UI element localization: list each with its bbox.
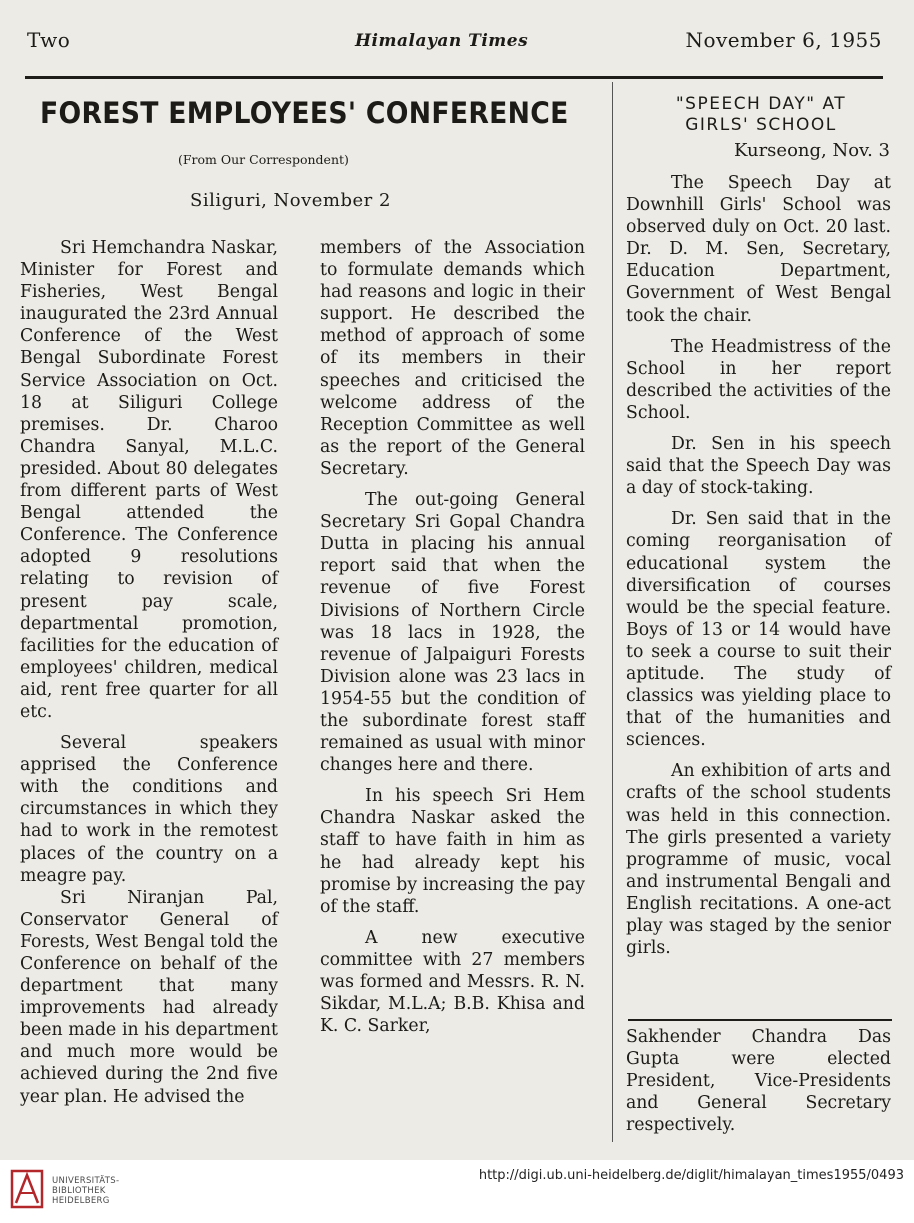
- article-column-3: [626, 172, 891, 959]
- paragraph: The Speech Day at Downhill Girls' School was observed duly on Oct. 20 last. Dr. D. M. Sen, Secretary, Education Department, Government of West Bengal took the chair.: [626, 173, 891, 326]
- article-column-2: [320, 237, 585, 1037]
- article-dateline: Siliguri, November 2: [190, 190, 391, 211]
- issue-date: November 6, 1955: [685, 28, 882, 52]
- library-name: [52, 1176, 119, 1206]
- paragraph: The out-going General Secretary Sri Gopal Chandra Dutta in placing his annual report said that when the revenue of five Forest Divisions of Northern Circle was 18 lacs in 1928, the revenue of Jalpaiguri Forests Division alone was 23 lacs in 1954-55 but the condition of the subordinate forest staff remained as usual with minor changes here and there.: [320, 490, 585, 776]
- masthead: Himalayan Times: [355, 31, 529, 51]
- header-rule: [25, 76, 883, 79]
- paragraph: Sakhender Chandra Das Gupta were elected President, Vice-Presidents and General Secretary respectively.: [626, 1027, 891, 1136]
- paragraph: Several speakers apprised the Conference with the conditions and circumstances in which they had to work in the remotest places of the country on a meagre pay.: [20, 733, 278, 886]
- column-divider: [612, 82, 613, 1142]
- paragraph: A new executive committee with 27 members was formed and Messrs. R. N. Sikdar, M.L.A; B.B. Khisa and K. C. Sarker,: [320, 927, 585, 1037]
- paragraph: members of the Association to formulate demands which had reasons and logic in their support. He described the method of approach of some of its members in their speeches and criticised the welcome address of the Reception Committee as well as the report of the General Secretary.: [320, 238, 585, 479]
- permalink-url[interactable]: http://digi.ub.uni-heidelberg.de/diglit/himalayan_times1955/0493: [478, 1168, 904, 1183]
- paragraph: Sri Niranjan Pal, Conservator General of Forests, West Bengal told the Conference on behalf of the department that many improvements had already been made in his department and much more would be achieved during the 2nd five year plan. He advised the: [20, 887, 278, 1107]
- sidebar-headline: [630, 94, 892, 136]
- continued-text: [626, 1026, 891, 1136]
- paragraph: An exhibition of arts and crafts of the school students was held in this connection. The girls presented a variety programme of music, vocal and instrumental Bengali and English recitations. A one-act play was staged by the senior girls.: [626, 761, 891, 959]
- paragraph: Sri Hemchandra Naskar, Minister for Forest and Fisheries, West Bengal inaugurated the 23rd Annual Conference of the West Bengal Subordinate Forest Service Association on Oct. 18 at Siliguri College premises. Dr. Charoo Chandra Sanyal, M.L.C. presided. About 80 delegates from different parts of West Bengal attended the Conference. The Conference adopted 9 resolutions relating to revision of present pay scale, departmental promotion, facilities for the education of employees' children, medical aid, rent free quarter for all etc.: [20, 238, 278, 722]
- article-byline: (From Our Correspondent): [178, 152, 349, 167]
- headline-line: "SPEECH DAY" AT: [675, 94, 847, 114]
- article-separator: [628, 1019, 892, 1021]
- library-name-line: BIBLIOTHEK: [52, 1186, 106, 1196]
- library-name-line: HEIDELBERG: [52, 1196, 110, 1206]
- page-number: Two: [27, 28, 71, 52]
- article-headline: FOREST EMPLOYEES' CONFERENCE: [40, 96, 569, 130]
- library-logo-icon: [10, 1163, 44, 1213]
- article-column-1: [20, 237, 278, 1108]
- paragraph: In his speech Sri Hem Chandra Naskar asked the staff to have faith in him as he had already kept his promise by increasing the pay of the staff.: [320, 786, 585, 917]
- headline-line: GIRLS' SCHOOL: [685, 115, 837, 135]
- paragraph: Dr. Sen in his speech said that the Speech Day was a day of stock-taking.: [626, 434, 891, 499]
- sidebar-dateline: Kurseong, Nov. 3: [733, 140, 890, 161]
- paragraph: The Headmistress of the School in her report described the activities of the School.: [626, 336, 891, 423]
- paragraph: Dr. Sen said that in the coming reorganisation of educational system the diversification of courses would be the special feature. Boys of 13 or 14 would have to seek a course to suit their aptitude. The study of classics was yielding place to that of the humanities and sciences.: [626, 509, 891, 751]
- library-name-line: UNIVERSITÄTS-: [52, 1176, 120, 1186]
